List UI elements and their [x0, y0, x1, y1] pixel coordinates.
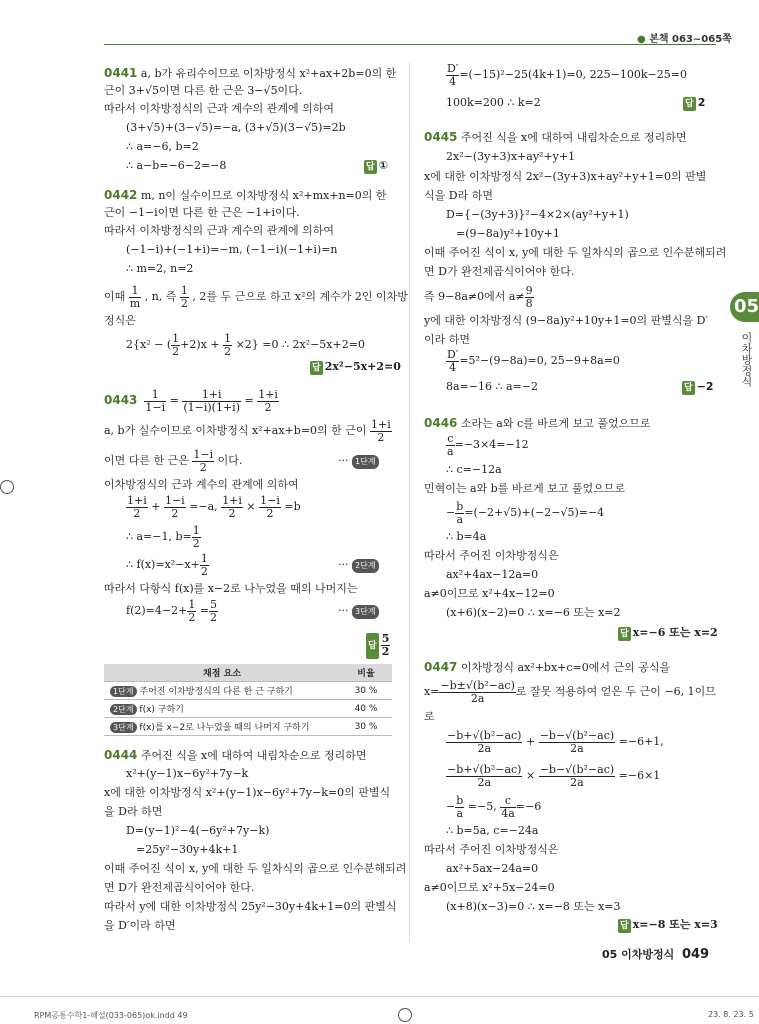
registration-mark-bottom-icon — [398, 1008, 412, 1022]
text-line: 주어진 식을 x에 대하여 내림차순으로 정리하면 — [140, 749, 367, 762]
equation: 2x²−(3y+3)x+ay²+y+1 — [446, 150, 576, 163]
answer: 답 x=−8 또는 x=3 — [620, 918, 718, 931]
answer-icon: 답 — [620, 629, 629, 639]
step-label: ··· 3단계 — [338, 604, 379, 619]
text-line: 면 D가 완전제곱식이어야 한다. — [104, 881, 255, 894]
answer: 답 $\frac{5}{2}$ — [368, 631, 390, 658]
text-line: 이차방정식의 근과 계수의 관계에 의하여 — [104, 478, 299, 491]
text-line: m, n이 실수이므로 이차방정식 x²+mx+n=0의 한 — [140, 189, 387, 202]
equation: =25y²−30y+4k+1 — [136, 843, 239, 856]
text-line: 민혁이는 a와 b를 바르게 보고 풀었으므로 — [424, 482, 626, 495]
text-line: 을 D′이라 하면 — [104, 919, 176, 932]
text-line: a, b가 실수이므로 이차방정식 x²+ax+b=0의 한 근이 $\frac{1+i}{2}$ — [104, 417, 391, 444]
equation: 100k=200 ∴ k=2 — [446, 96, 541, 109]
text-line: 로 — [424, 710, 435, 723]
text-line: 이라 하면 — [424, 333, 471, 346]
equation: (−1−i)+(−1+i)=−m, (−1−i)(−1+i)=n — [126, 243, 338, 256]
equation: (x+8)(x−3)=0 ∴ x=−8 또는 x=3 — [446, 900, 621, 913]
text-line: a≠0이므로 x²+5x−24=0 — [424, 881, 555, 894]
text-line: 주어진 식을 x에 대하여 내림차순으로 정리하면 — [460, 131, 687, 144]
equation: ∴ c=−12a — [446, 463, 502, 476]
equation: 2{x² − ( $\frac{1}{2}$ +2)x + $\frac{1}{2}$ ×2} =0 ∴ 2x²−5x+2=0 — [126, 331, 365, 358]
text-line: y에 대한 이차방정식 (9−8a)y²+10y+1=0의 판별식을 D′ — [424, 314, 708, 327]
equation: ax²+4ax−12a=0 — [446, 568, 539, 581]
equation: $\frac{\text{−b+√(b²−ac)}}{2a}$ × $\frac{\text{−b−√(b²−ac)}}{2a}$ =−6×1 — [447, 762, 661, 789]
equation: − $\frac{b}{a}$ =−5, $\frac{c}{4a}$ =−6 — [446, 793, 542, 820]
text-line: 따라서 주어진 이차방정식은 — [424, 549, 559, 562]
text-line: 이때 주어진 식이 x, y에 대한 두 일차식의 곱으로 인수분해되려 — [424, 246, 727, 259]
step-label: ··· 1단계 — [338, 454, 379, 469]
text-line: 면 D가 완전제곱식이어야 한다. — [424, 265, 575, 278]
text-line: 근이 −1−i이면 다른 한 근은 −1+i이다. — [104, 206, 300, 219]
equation: f(2)=4−2+ $\frac{1}{2}$ = $\frac{5}{2}$ — [126, 597, 218, 624]
table-row: 2단계 f(x) 구하기 40 % — [104, 700, 392, 718]
equation: ∴ b=4a — [446, 530, 487, 543]
footer-chapter: 05 이차방정식 049 — [602, 947, 710, 962]
text-line: 따라서 주어진 이차방정식은 — [424, 843, 559, 856]
equation: D=(y−1)²−4(−6y²+7y−k) — [126, 824, 270, 837]
equation: ∴ f(x)=x²−x+ $\frac{1}{2}$ — [126, 551, 208, 578]
text-line: 을 D라 하면 — [104, 805, 163, 818]
header-label: ● 본책 063~065쪽 — [637, 34, 732, 45]
problem-number: 0445 — [424, 130, 458, 144]
equation: ∴ m=2, n=2 — [126, 262, 194, 275]
equation: − $\frac{b}{a}$ =(−2+√5)+(−2−√5)=−4 — [446, 499, 605, 526]
problem-number: 0441 — [104, 66, 138, 80]
equation: ∴ b=5a, c=−24a — [446, 824, 539, 837]
equation: $\frac{c}{a}$ =−3×4=−12 — [447, 431, 529, 458]
text-line: 이때 주어진 식이 x, y에 대한 두 일차식의 곱으로 인수분해되려 — [104, 862, 407, 875]
answer-icon: 답 — [685, 99, 694, 109]
text-line: a≠0이므로 x²+4x−12=0 — [424, 587, 555, 600]
problem-number: 0442 — [104, 188, 138, 202]
answer: 답 ① — [366, 159, 389, 172]
grading-header-ratio: 비율 — [340, 664, 392, 682]
equation: ∴ a=−6, b=2 — [126, 140, 199, 153]
grading-table — [104, 664, 392, 736]
answer-icon: 답 — [366, 162, 375, 172]
equation: =(9−8a)y²+10y+1 — [456, 227, 560, 240]
text-line: 이면 다른 한 근은 $\frac{1-i}{2}$ 이다. — [104, 447, 243, 474]
answer-icon: 답 — [684, 383, 693, 393]
grading-header-item: 채점 요소 — [104, 664, 340, 682]
problem-number: 0444 — [104, 748, 138, 762]
problem-number: 0446 — [424, 416, 458, 430]
equation: ∴ a−b=−6−2=−8 — [126, 159, 227, 172]
table-row: 3단계 f(x)를 x−2로 나누었을 때의 나머지 구하기 30 % — [104, 718, 392, 736]
page-number: 049 — [681, 947, 710, 962]
step-label: ··· 2단계 — [338, 558, 379, 573]
answer: 답 −2 — [684, 380, 714, 393]
equation: D={−(3y+3)}²−4×2×(ay²+y+1) — [446, 208, 629, 221]
equation: $\frac{D'}{4}$ =(−15)²−25(4k+1)=0, 225−100k−25=0 — [447, 61, 687, 88]
text-line: x= $\frac{\text{−b±√(b²−ac)}}{2a}$ 로 잘못 적용하여 얻은 두 근이 −6, 1이므 — [424, 678, 716, 705]
equation: (3+√5)+(3−√5)=−a, (3+√5)(3−√5)=2b — [126, 121, 346, 134]
text-line: 즉 9−8a≠0에서 a≠ $\frac{9}{8}$ — [424, 283, 533, 310]
registration-mark-left-icon — [0, 480, 14, 494]
column-divider — [409, 62, 410, 942]
equation: ax²+5ax−24a=0 — [446, 862, 539, 875]
text-line: 이차방정식 ax²+bx+c=0에서 근의 공식을 — [460, 661, 671, 674]
answer-icon: 답 — [620, 921, 629, 931]
equation: $\frac{D'}{4}$ =5²−(9−8a)=0, 25−9+8a=0 — [447, 347, 620, 374]
footer-rule — [0, 996, 759, 997]
equation: $\frac{1+i}{2}$ + $\frac{1-i}{2}$ =−a, $\frac{1+i}{2}$ × $\frac{1-i}{2}$ =b — [127, 493, 301, 520]
text-line: 이때 $\frac{1}{m}$ , n, 즉 $\frac{1}{2}$ , 2를 두 근으로 하고 x²의 계수가 2인 이차방 — [104, 283, 408, 310]
equation: 0443 $\frac{1}{1-i}$ = $\frac{1+i}{(1-i)(1+i)}$ = $\frac{1+i}{2}$ — [104, 387, 278, 414]
equation: ∴ a=−1, b= $\frac{1}{2}$ — [126, 523, 200, 550]
text-line: 따라서 이차방정식의 근과 계수의 관계에 의하여 — [104, 102, 335, 115]
table-row: 1단계 주어진 이차방정식의 다른 한 근 구하기 30 % — [104, 682, 392, 700]
text-line: 식을 D라 하면 — [424, 189, 493, 202]
chapter-title: 이차방정식 — [740, 332, 753, 387]
answer-icon: 답 — [312, 363, 321, 373]
equation: (x+6)(x−2)=0 ∴ x=−6 또는 x=2 — [446, 606, 621, 619]
text-line: 따라서 다항식 f(x)를 x−2로 나누었을 때의 나머지는 — [104, 582, 358, 595]
text-line: 소라는 a와 c를 바르게 보고 풀었으므로 — [460, 417, 651, 430]
header-rule — [104, 44, 716, 45]
equation: x²+(y−1)x−6y²+7y−k — [126, 767, 249, 780]
answer: 답 x=−6 또는 x=2 — [620, 626, 718, 639]
answer: 답 2x²−5x+2=0 — [312, 360, 401, 373]
footer-date: 23. 8. 23. 5 — [708, 1010, 754, 1019]
chapter-tab — [730, 292, 759, 412]
text-line: a, b가 유리수이므로 이차방정식 x²+ax+2b=0의 한 — [140, 67, 397, 80]
answer: 답 2 — [685, 96, 706, 109]
bullet-icon: ● — [637, 34, 646, 45]
answer-icon: 답 — [366, 633, 379, 659]
problem-number: 0447 — [424, 660, 458, 674]
equation: $\frac{\text{−b+√(b²−ac)}}{2a}$ + $\frac{\text{−b−√(b²−ac)}}{2a}$ =−6+1, — [447, 728, 664, 755]
text-line: 근이 3+√5이면 다른 한 근은 3−√5이다. — [104, 84, 303, 97]
equation: 8a=−16 ∴ a=−2 — [446, 380, 538, 393]
chapter-number: 05 — [730, 292, 759, 322]
text-line: 따라서 이차방정식의 근과 계수의 관계에 의하여 — [104, 224, 335, 237]
text-line: 정식은 — [104, 314, 136, 327]
text-line: 따라서 y에 대한 이차방정식 25y²−30y+4k+1=0의 판별식 — [104, 900, 397, 913]
text-line: x에 대한 이차방정식 2x²−(3y+3)x+ay²+y+1=0의 판별 — [424, 170, 707, 183]
footer-file: RPM공통수학1-해설(033-065)ok.indd 49 — [34, 1011, 188, 1020]
text-line: x에 대한 이차방정식 x²+(y−1)x−6y²+7y−k=0의 판별식 — [104, 786, 391, 799]
